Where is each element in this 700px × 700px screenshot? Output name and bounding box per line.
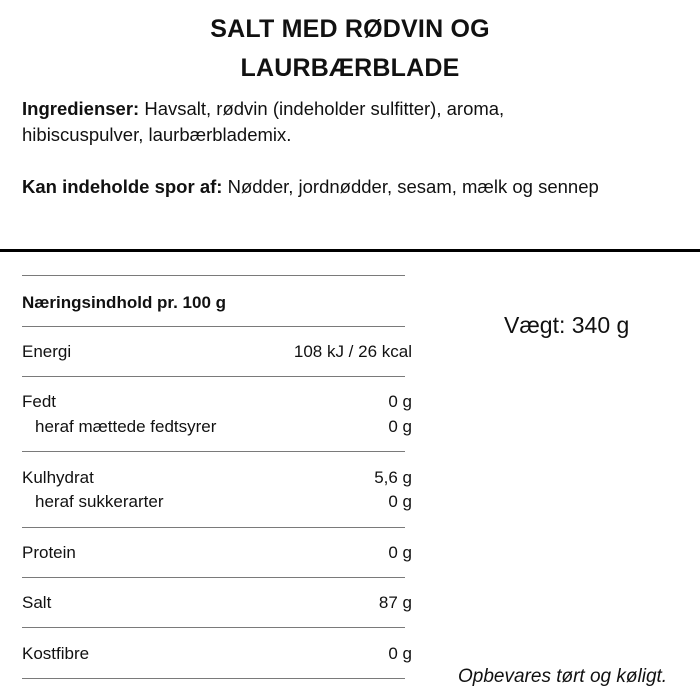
ingredients-section bbox=[22, 96, 682, 148]
nutrition-value-salt: 87 g bbox=[378, 593, 412, 612]
nutrition-label-carbohydrate: Kulhydrat bbox=[22, 468, 94, 487]
nutrition-value-energy: 108 kJ / 26 kcal bbox=[293, 342, 412, 361]
table-rule bbox=[22, 376, 405, 377]
nutrition-label-salt: Salt bbox=[22, 593, 52, 612]
nutrition-value-saturated-fat: 0 g bbox=[388, 417, 412, 436]
nutrition-label-sugars: heraf sukkerarter bbox=[35, 492, 164, 511]
table-rule bbox=[22, 527, 405, 528]
table-rule bbox=[22, 451, 405, 452]
nutrition-heading: Næringsindhold pr. 100 g bbox=[22, 293, 227, 312]
nutrition-value-fat: 0 g bbox=[388, 392, 412, 411]
table-rule bbox=[22, 326, 405, 327]
nutrition-value-fibre: 0 g bbox=[388, 644, 412, 663]
nutrition-label-fibre: Kostfibre bbox=[22, 644, 90, 663]
ingredients-label: Ingredienser: bbox=[22, 98, 140, 119]
ingredients-text-line2: hibiscuspulver, laurbærblademix. bbox=[22, 124, 292, 145]
nutrition-label-protein: Protein bbox=[22, 543, 76, 562]
table-rule bbox=[22, 577, 405, 578]
allergens-label: Kan indeholde spor af: bbox=[22, 176, 223, 197]
ingredients-text-line1: Havsalt, rødvin (indeholder sulfitter), aroma, bbox=[139, 98, 505, 119]
product-title bbox=[0, 10, 700, 88]
allergens-section bbox=[22, 174, 682, 200]
net-weight: Vægt: 340 g bbox=[504, 312, 630, 338]
table-rule bbox=[22, 275, 405, 276]
nutrition-label-energy: Energi bbox=[22, 342, 72, 361]
product-title-line2: LAURBÆRBLADE bbox=[240, 54, 460, 82]
section-divider bbox=[0, 249, 700, 252]
nutrition-label-fat: Fedt bbox=[22, 392, 57, 411]
nutrition-value-protein: 0 g bbox=[388, 543, 412, 562]
nutrition-label-saturated-fat: heraf mættede fedtsyrer bbox=[35, 417, 217, 436]
table-rule bbox=[22, 678, 405, 679]
storage-instructions: Opbevares tørt og køligt. bbox=[458, 666, 668, 687]
product-title-line1: SALT MED RØDVIN OG bbox=[210, 15, 490, 43]
allergens-text: Nødder, jordnødder, sesam, mælk og sennep bbox=[222, 176, 599, 197]
nutrition-value-carbohydrate: 5,6 g bbox=[374, 468, 412, 487]
table-rule bbox=[22, 627, 405, 628]
nutrition-value-sugars: 0 g bbox=[388, 492, 412, 511]
